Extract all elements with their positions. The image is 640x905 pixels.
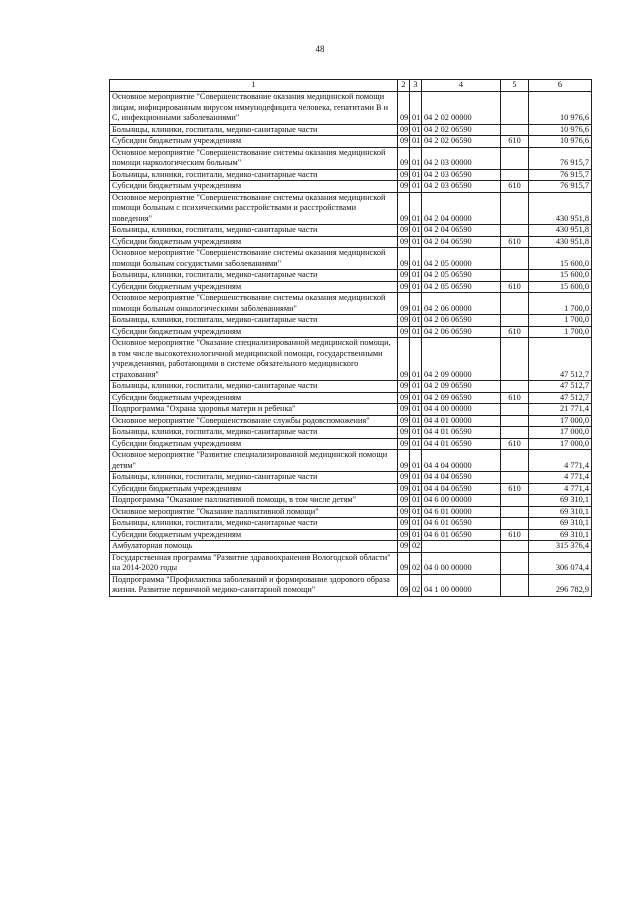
row-name: Субсидии бюджетным учреждениям [110,392,398,404]
row-code-section: 09 [398,483,410,495]
row-target-code: 04 2 06 00000 [422,293,501,315]
table-row [110,270,592,282]
table-row [110,574,592,596]
row-code-section: 09 [398,472,410,484]
row-expense-type [501,450,529,472]
table-row [110,147,592,169]
row-target-code: 04 4 01 06590 [422,427,501,439]
row-amount: 69 310,1 [529,506,592,518]
row-expense-type: 610 [501,236,529,248]
table-row [110,136,592,148]
row-code-subsection: 01 [410,92,422,125]
row-code-section: 09 [398,427,410,439]
row-name: Подпрограмма "Профилактика заболеваний и формирование здорового образа жизни. Развитие первичной медико-санитарной помощи" [110,574,398,596]
row-target-code: 04 2 03 00000 [422,147,501,169]
row-code-subsection: 01 [410,136,422,148]
row-expense-type [501,541,529,553]
row-code-section: 09 [398,270,410,282]
row-amount: 4 771,4 [529,483,592,495]
row-name: Субсидии бюджетным учреждениям [110,326,398,338]
row-amount: 17 000,0 [529,438,592,450]
row-target-code: 04 4 04 06590 [422,483,501,495]
table-row [110,438,592,450]
row-code-subsection: 01 [410,415,422,427]
row-target-code: 04 2 09 06590 [422,392,501,404]
row-name: Основное мероприятие "Совершенствование оказания медицинской помощи лицам, инфицированным вирусом иммунодефицита человека, гепатитами B и C, инфекционными заболеваниями" [110,92,398,125]
row-target-code: 04 2 02 06590 [422,124,501,136]
row-name: Больницы, клиники, госпитали, медико-санитарные части [110,472,398,484]
table-row [110,124,592,136]
row-target-code [422,541,501,553]
table-row [110,281,592,293]
table-row [110,541,592,553]
table-row [110,192,592,225]
row-code-subsection: 01 [410,404,422,416]
row-code-subsection: 01 [410,438,422,450]
row-expense-type [501,169,529,181]
row-code-subsection: 01 [410,381,422,393]
row-expense-type [501,293,529,315]
row-expense-type [501,427,529,439]
row-name: Основное мероприятие "Оказание паллиативной помощи" [110,506,398,518]
row-name: Субсидии бюджетным учреждениям [110,281,398,293]
row-amount: 17 000,0 [529,427,592,439]
row-code-section: 09 [398,281,410,293]
row-target-code: 04 4 01 06590 [422,438,501,450]
row-code-section: 09 [398,124,410,136]
row-amount: 1 700,0 [529,326,592,338]
row-code-subsection: 02 [410,552,422,574]
row-amount: 10 976,6 [529,92,592,125]
row-expense-type [501,552,529,574]
row-code-subsection: 01 [410,392,422,404]
row-code-subsection: 01 [410,506,422,518]
row-code-subsection: 02 [410,541,422,553]
page-number: 48 [315,44,325,54]
row-amount: 47 512,7 [529,392,592,404]
row-expense-type [501,192,529,225]
row-target-code: 04 2 04 06590 [422,236,501,248]
row-code-section: 09 [398,136,410,148]
row-code-subsection: 01 [410,427,422,439]
row-expense-type: 610 [501,392,529,404]
row-amount: 1 700,0 [529,315,592,327]
row-name: Основное мероприятие "Совершенствование системы оказания медицинской помощи наркологическим больным" [110,147,398,169]
row-code-section: 09 [398,181,410,193]
row-amount: 10 976,6 [529,136,592,148]
row-code-section: 09 [398,315,410,327]
row-code-subsection: 01 [410,293,422,315]
row-target-code: 04 4 04 06590 [422,472,501,484]
row-target-code: 04 2 06 06590 [422,315,501,327]
row-code-section: 09 [398,169,410,181]
row-expense-type [501,495,529,507]
row-name: Субсидии бюджетным учреждениям [110,483,398,495]
row-name: Больницы, клиники, госпитали, медико-санитарные части [110,270,398,282]
row-expense-type [501,574,529,596]
table-row [110,552,592,574]
row-amount: 47 512,7 [529,338,592,381]
table-row [110,450,592,472]
row-code-section: 09 [398,574,410,596]
row-target-code: 04 6 01 06590 [422,529,501,541]
row-target-code: 04 1 00 00000 [422,574,501,596]
table-row [110,248,592,270]
row-code-section: 09 [398,381,410,393]
row-code-section: 09 [398,392,410,404]
row-name: Основное мероприятие "Развитие специализированной медицинской помощи детям" [110,450,398,472]
row-name: Основное мероприятие "Совершенствование службы родовспоможения" [110,415,398,427]
row-code-section: 09 [398,541,410,553]
row-code-section: 09 [398,326,410,338]
table-row [110,293,592,315]
row-code-subsection: 01 [410,248,422,270]
row-expense-type: 610 [501,529,529,541]
row-code-section: 09 [398,192,410,225]
row-code-subsection: 01 [410,169,422,181]
row-name: Больницы, клиники, госпитали, медико-санитарные части [110,315,398,327]
table-row [110,404,592,416]
row-expense-type: 610 [501,136,529,148]
table-row [110,169,592,181]
row-expense-type [501,472,529,484]
row-amount: 69 310,1 [529,529,592,541]
row-name: Основное мероприятие "Совершенствование системы оказания медицинской помощи больным онкологическими заболеваниями" [110,293,398,315]
row-code-section: 09 [398,236,410,248]
row-target-code: 04 2 02 06590 [422,136,501,148]
table-row [110,415,592,427]
row-name: Основное мероприятие "Совершенствование системы оказания медицинской помощи больным сосудистыми заболеваниями" [110,248,398,270]
row-target-code: 04 6 01 06590 [422,518,501,530]
row-name: Основное мероприятие "Оказание специализированной медицинской помощи, в том числе высокотехнологичной медицинской помощи, государственными учреждениями, работающими в системе обязательного медицинского страхования" [110,338,398,381]
row-target-code: 04 2 03 06590 [422,169,501,181]
table-row [110,392,592,404]
row-expense-type [501,92,529,125]
row-amount: 47 512,7 [529,381,592,393]
row-amount: 430 951,8 [529,236,592,248]
row-target-code: 04 6 01 00000 [422,506,501,518]
table-row [110,495,592,507]
table-body [110,92,592,597]
row-name: Больницы, клиники, госпитали, медико-санитарные части [110,169,398,181]
row-code-section: 09 [398,506,410,518]
row-amount: 76 915,7 [529,169,592,181]
row-amount: 10 976,6 [529,124,592,136]
row-name: Государственная программа "Развитие здравоохранения Вологодской области" на 2014-2020 годы [110,552,398,574]
row-code-subsection: 01 [410,124,422,136]
row-target-code: 04 4 04 00000 [422,450,501,472]
row-name: Больницы, клиники, госпитали, медико-санитарные части [110,381,398,393]
row-name: Больницы, клиники, госпитали, медико-санитарные части [110,225,398,237]
row-amount: 315 376,4 [529,541,592,553]
table-row [110,472,592,484]
row-code-subsection: 01 [410,495,422,507]
row-expense-type: 610 [501,438,529,450]
row-expense-type [501,124,529,136]
row-code-subsection: 01 [410,270,422,282]
row-target-code: 04 2 04 06590 [422,225,501,237]
row-target-code: 04 2 09 00000 [422,338,501,381]
row-target-code: 04 6 00 00000 [422,495,501,507]
table-row [110,315,592,327]
row-target-code: 04 2 05 00000 [422,248,501,270]
row-code-section: 09 [398,293,410,315]
row-expense-type [501,248,529,270]
row-name: Больницы, клиники, госпитали, медико-санитарные части [110,518,398,530]
table-row [110,506,592,518]
row-target-code: 04 2 02 00000 [422,92,501,125]
row-code-subsection: 01 [410,338,422,381]
header-col-1: 1 [110,80,398,92]
row-code-section: 09 [398,529,410,541]
row-expense-type [501,315,529,327]
row-code-section: 09 [398,147,410,169]
row-target-code: 04 2 09 06590 [422,381,501,393]
row-amount: 1 700,0 [529,293,592,315]
header-col-4: 4 [422,80,501,92]
row-code-subsection: 01 [410,236,422,248]
row-code-subsection: 01 [410,147,422,169]
row-code-section: 09 [398,404,410,416]
row-name: Подпрограмма "Охрана здоровья матери и ребенка" [110,404,398,416]
row-code-section: 09 [398,450,410,472]
table-row [110,427,592,439]
header-col-6: 6 [529,80,592,92]
row-code-subsection: 01 [410,472,422,484]
row-target-code: 04 2 05 06590 [422,270,501,282]
row-expense-type [501,404,529,416]
row-amount: 4 771,4 [529,472,592,484]
row-amount: 69 310,1 [529,495,592,507]
row-code-section: 09 [398,518,410,530]
row-expense-type [501,270,529,282]
header-col-2: 2 [398,80,410,92]
row-expense-type [501,506,529,518]
row-target-code: 04 2 05 06590 [422,281,501,293]
table-row [110,181,592,193]
row-expense-type [501,225,529,237]
row-name: Основное мероприятие "Совершенствование системы оказания медицинской помощи больным с психическими расстройствами и расстройствами поведения" [110,192,398,225]
row-code-subsection: 01 [410,483,422,495]
row-code-subsection: 01 [410,326,422,338]
table-row [110,518,592,530]
row-name: Субсидии бюджетным учреждениям [110,236,398,248]
row-code-section: 09 [398,415,410,427]
row-name: Субсидии бюджетным учреждениям [110,529,398,541]
row-target-code: 04 0 00 00000 [422,552,501,574]
table-row [110,381,592,393]
row-expense-type [501,381,529,393]
row-code-subsection: 01 [410,450,422,472]
row-target-code: 04 2 06 06590 [422,326,501,338]
row-name: Субсидии бюджетным учреждениям [110,438,398,450]
row-code-section: 09 [398,338,410,381]
table-row [110,236,592,248]
row-code-subsection: 01 [410,529,422,541]
header-col-5: 5 [501,80,529,92]
row-name: Субсидии бюджетным учреждениям [110,181,398,193]
table-row [110,529,592,541]
row-code-subsection: 01 [410,192,422,225]
row-amount: 296 782,9 [529,574,592,596]
row-code-subsection: 02 [410,574,422,596]
table-row [110,338,592,381]
row-code-section: 09 [398,438,410,450]
row-name: Субсидии бюджетным учреждениям [110,136,398,148]
row-amount: 69 310,1 [529,518,592,530]
row-amount: 21 771,4 [529,404,592,416]
row-amount: 430 951,8 [529,225,592,237]
row-amount: 15 600,0 [529,270,592,282]
table-row [110,225,592,237]
budget-table [109,79,592,597]
row-code-section: 09 [398,225,410,237]
row-name: Подпрограмма "Оказание паллиативной помощи, в том числе детям" [110,495,398,507]
row-code-section: 09 [398,495,410,507]
table-header-row [110,80,592,92]
table-row [110,92,592,125]
row-code-section: 09 [398,92,410,125]
row-code-subsection: 01 [410,181,422,193]
row-expense-type: 610 [501,326,529,338]
row-amount: 76 915,7 [529,147,592,169]
table-row [110,483,592,495]
row-target-code: 04 2 03 06590 [422,181,501,193]
row-expense-type: 610 [501,281,529,293]
row-name: Больницы, клиники, госпитали, медико-санитарные части [110,124,398,136]
row-code-subsection: 01 [410,225,422,237]
row-code-subsection: 01 [410,518,422,530]
row-expense-type: 610 [501,181,529,193]
row-amount: 4 771,4 [529,450,592,472]
row-target-code: 04 4 01 00000 [422,415,501,427]
row-code-section: 09 [398,248,410,270]
header-col-3: 3 [410,80,422,92]
row-code-subsection: 01 [410,281,422,293]
row-expense-type [501,147,529,169]
row-expense-type [501,338,529,381]
row-target-code: 04 2 04 00000 [422,192,501,225]
row-name: Больницы, клиники, госпитали, медико-санитарные части [110,427,398,439]
row-expense-type [501,518,529,530]
row-amount: 76 915,7 [529,181,592,193]
row-code-subsection: 01 [410,315,422,327]
row-amount: 17 000,0 [529,415,592,427]
row-amount: 430 951,8 [529,192,592,225]
row-name: Амбулаторная помощь [110,541,398,553]
row-expense-type: 610 [501,483,529,495]
row-amount: 15 600,0 [529,281,592,293]
row-amount: 306 074,4 [529,552,592,574]
table-row [110,326,592,338]
row-amount: 15 600,0 [529,248,592,270]
row-code-section: 09 [398,552,410,574]
row-target-code: 04 4 00 00000 [422,404,501,416]
row-expense-type [501,415,529,427]
